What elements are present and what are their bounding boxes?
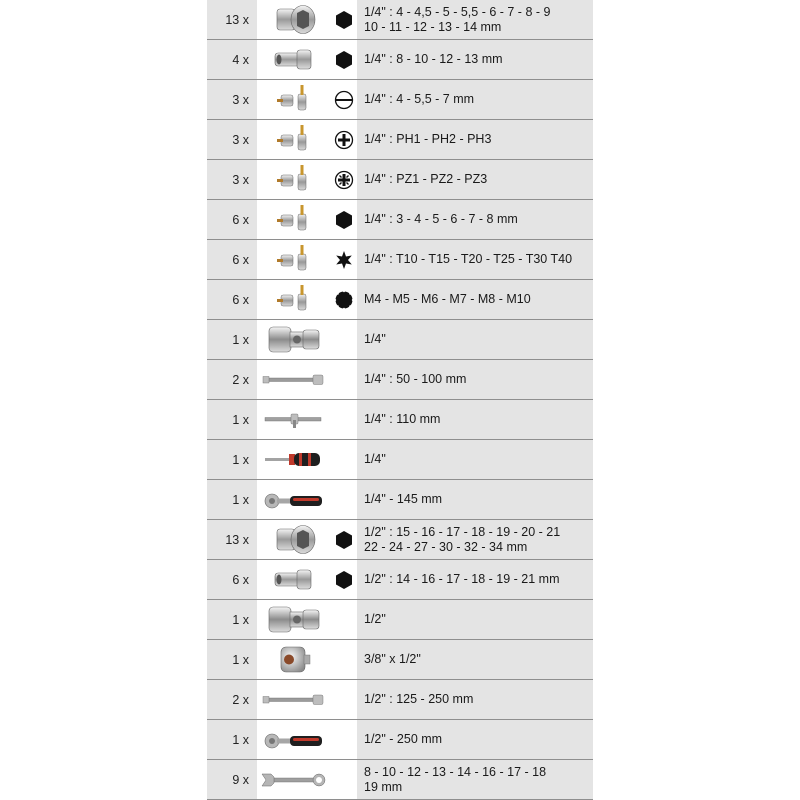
bit-socket-image: [257, 120, 331, 159]
description-line: 10 - 11 - 12 - 13 - 14 mm: [364, 19, 502, 34]
table-row: [207, 720, 593, 760]
description-cell: [357, 520, 593, 559]
description-cell: [357, 160, 593, 199]
screwdriver-handle-image: [257, 440, 331, 479]
description-cell: [357, 480, 593, 519]
table-row: [207, 440, 593, 480]
symbol-cell-empty: [331, 440, 357, 479]
table-row: [207, 520, 593, 560]
description-cell: [357, 680, 593, 719]
hex-icon: [331, 520, 357, 559]
table-row: [207, 480, 593, 520]
description-line: 1/2" : 125 - 250 mm: [364, 692, 474, 706]
bit-socket-image: [257, 280, 331, 319]
description-cell: [357, 320, 593, 359]
table-row: [207, 240, 593, 280]
extension-bar-image: [257, 360, 331, 399]
description-line: 1/4" - 145 mm: [364, 492, 443, 506]
socket-short-image: [257, 520, 331, 559]
description-cell: [357, 760, 593, 799]
quantity-cell: 3 x: [207, 120, 257, 159]
description-cell: [357, 240, 593, 279]
table-row: [207, 600, 593, 640]
description-line: 22 - 24 - 27 - 30 - 32 - 34 mm: [364, 539, 528, 554]
universal-joint-image: [257, 600, 331, 639]
bit-socket-image: [257, 200, 331, 239]
quantity-cell: 1 x: [207, 440, 257, 479]
table-row: [207, 400, 593, 440]
description-line: 1/4" : 3 - 4 - 5 - 6 - 7 - 8 mm: [364, 212, 518, 226]
description-line: 1/4": [364, 332, 386, 346]
description-line: 19 mm: [364, 779, 403, 794]
table-row: [207, 360, 593, 400]
quantity-cell: 6 x: [207, 560, 257, 599]
bit-socket-image: [257, 80, 331, 119]
description-line: M4 - M5 - M6 - M7 - M8 - M10: [364, 292, 531, 306]
tool-set-table: [207, 0, 593, 800]
quantity-cell: 4 x: [207, 40, 257, 79]
socket-deep-image: [257, 40, 331, 79]
description-cell: [357, 560, 593, 599]
description-line: 1/2" : 14 - 16 - 17 - 18 - 19 - 21 mm: [364, 572, 560, 586]
table-row: [207, 680, 593, 720]
socket-deep-image: [257, 560, 331, 599]
symbol-cell-empty: [331, 480, 357, 519]
description-line: 1/2": [364, 612, 386, 626]
quantity-cell: 13 x: [207, 520, 257, 559]
quantity-cell: 6 x: [207, 200, 257, 239]
description-cell: [357, 280, 593, 319]
description-line: 3/8" x 1/2": [364, 652, 421, 666]
table-row: [207, 0, 593, 40]
description-cell: [357, 0, 593, 39]
table-row: [207, 120, 593, 160]
quantity-cell: 6 x: [207, 240, 257, 279]
description-cell: [357, 600, 593, 639]
quantity-cell: 1 x: [207, 400, 257, 439]
table-row: [207, 640, 593, 680]
hex-icon: [331, 40, 357, 79]
hex-icon: [331, 0, 357, 39]
description-line: 1/4" : 8 - 10 - 12 - 13 mm: [364, 52, 503, 66]
description-line: 1/2" : 15 - 16 - 17 - 18 - 19 - 20 - 21: [364, 524, 561, 539]
socket-short-image: [257, 0, 331, 39]
description-line: 1/4" : 4 - 5,5 - 7 mm: [364, 92, 475, 106]
quantity-cell: 1 x: [207, 320, 257, 359]
hex-icon: [331, 560, 357, 599]
description-line: 8 - 10 - 12 - 13 - 14 - 16 - 17 - 18: [364, 764, 547, 779]
table-row: [207, 560, 593, 600]
description-cell: [357, 440, 593, 479]
hex-icon: [331, 200, 357, 239]
description-line: 1/4" : 50 - 100 mm: [364, 372, 467, 386]
description-line: 1/4" : 110 mm: [364, 412, 441, 426]
description-cell: [357, 120, 593, 159]
ratchet-image: [257, 720, 331, 759]
description-line: 1/4" : 4 - 4,5 - 5 - 5,5 - 6 - 7 - 8 - 9: [364, 4, 551, 19]
table-row: [207, 80, 593, 120]
description-cell: [357, 640, 593, 679]
description-cell: [357, 360, 593, 399]
slotted-icon: [331, 80, 357, 119]
table-row: [207, 200, 593, 240]
quantity-cell: 1 x: [207, 720, 257, 759]
symbol-cell-empty: [331, 400, 357, 439]
universal-joint-image: [257, 320, 331, 359]
ratchet-image: [257, 480, 331, 519]
symbol-cell-empty: [331, 640, 357, 679]
symbol-cell-empty: [331, 760, 357, 799]
torx-icon: [331, 240, 357, 279]
table-row: [207, 280, 593, 320]
combination-wrench-image: [257, 760, 331, 799]
table-row: [207, 160, 593, 200]
spline-icon: [331, 280, 357, 319]
quantity-cell: 9 x: [207, 760, 257, 799]
quantity-cell: 13 x: [207, 0, 257, 39]
description-cell: [357, 80, 593, 119]
quantity-cell: 2 x: [207, 360, 257, 399]
phillips-icon: [331, 120, 357, 159]
extension-bar-image: [257, 680, 331, 719]
quantity-cell: 6 x: [207, 280, 257, 319]
quantity-cell: 1 x: [207, 640, 257, 679]
table-row: [207, 320, 593, 360]
quantity-cell: 3 x: [207, 160, 257, 199]
quantity-cell: 2 x: [207, 680, 257, 719]
symbol-cell-empty: [331, 600, 357, 639]
symbol-cell-empty: [331, 360, 357, 399]
description-cell: [357, 200, 593, 239]
pozidriv-icon: [331, 160, 357, 199]
quantity-cell: 3 x: [207, 80, 257, 119]
adapter-image: [257, 640, 331, 679]
description-cell: [357, 720, 593, 759]
description-line: 1/2" - 250 mm: [364, 732, 443, 746]
description-cell: [357, 400, 593, 439]
description-line: 1/4" : PH1 - PH2 - PH3: [364, 132, 492, 146]
description-line: 1/4" : PZ1 - PZ2 - PZ3: [364, 172, 488, 186]
symbol-cell-empty: [331, 320, 357, 359]
table-row: [207, 760, 593, 800]
symbol-cell-empty: [331, 720, 357, 759]
bit-socket-image: [257, 160, 331, 199]
quantity-cell: 1 x: [207, 600, 257, 639]
quantity-cell: 1 x: [207, 480, 257, 519]
description-line: 1/4" : T10 - T15 - T20 - T25 - T30 T40: [364, 252, 573, 266]
bit-socket-image: [257, 240, 331, 279]
description-line: 1/4": [364, 452, 386, 466]
description-cell: [357, 40, 593, 79]
t-bar-image: [257, 400, 331, 439]
table-row: [207, 40, 593, 80]
symbol-cell-empty: [331, 680, 357, 719]
